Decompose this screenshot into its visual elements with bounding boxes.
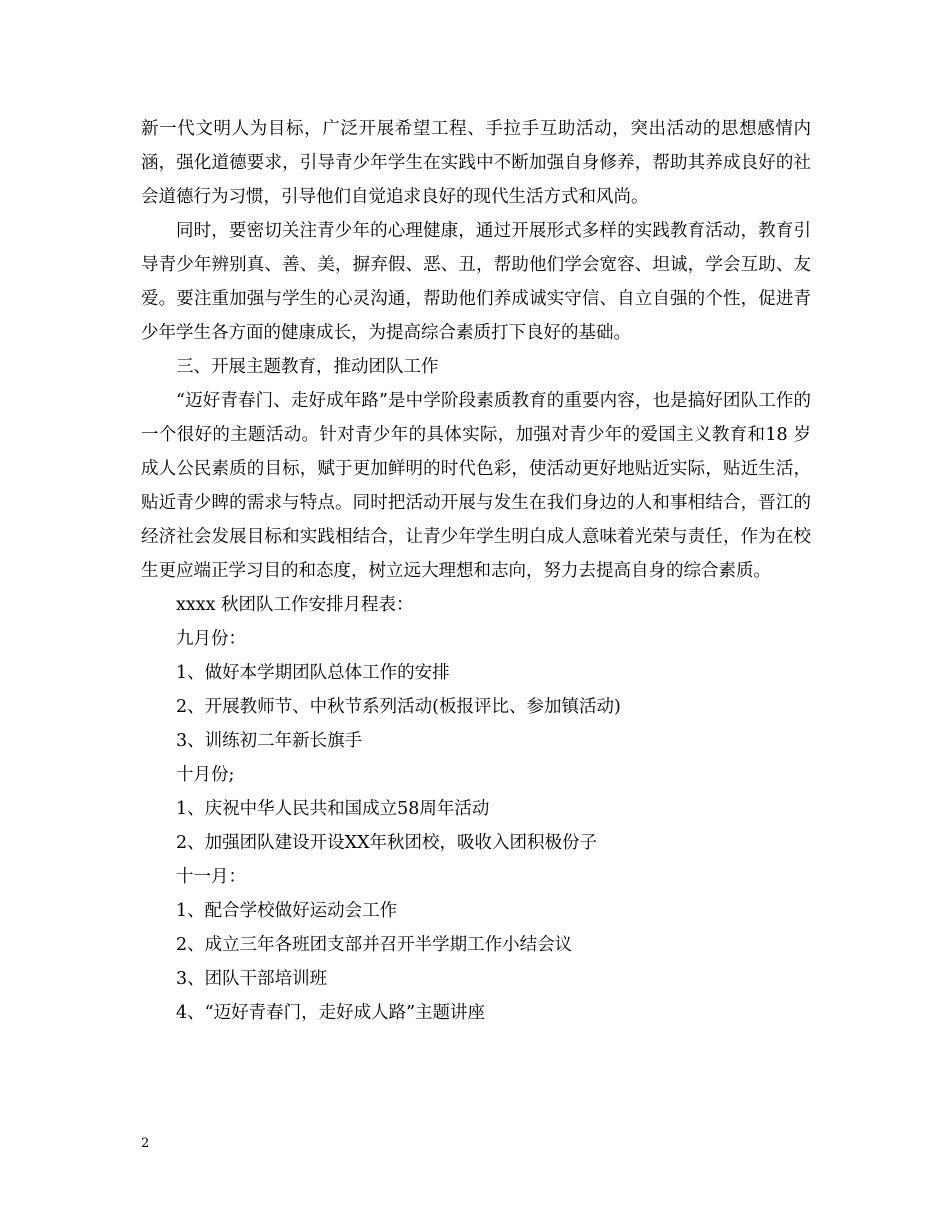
schedule-title: xxxx 秋团队工作安排月程表： (176, 595, 414, 615)
list-item: 1、做好本学期团队总体工作的安排 (176, 663, 450, 683)
list-item: 3、训练初二年新长旗手 (176, 731, 363, 751)
paragraph-4: “迈好青春门、走好成年路”是中学阶段素质教育的重要内容，也是搞好团队工作的一个很好的主题活动。针对青少年的具体实际，加强对青少年的爱国主义教育和18 岁成人公民素质的目标，赋于更加鲜明的时代色彩，使活动更好地贴近实际，贴近生活，贴近青少睥的需求与特点。同时把活动开展与发生在我们身边的人和事相结合，晋江的经济社会发展目标和实践相结合，让青少年学生明白成人意味着光荣与责任，作为在校生更应端正学习目的和态度，树立远大理想和志向，努力去提高自身的综合素质。 (141, 391, 811, 581)
page-number: 2 (141, 1136, 150, 1151)
document-body (141, 112, 811, 1030)
month-november: 十一月： (176, 867, 246, 887)
month-september: 九月份： (176, 629, 246, 649)
paragraph-2: 同时，要密切关注青少年的心理健康，通过开展形式多样的实践教育活动，教育引导青少年辨别真、善、美，摒弃假、恶、丑，帮助他们学会宽容、坦诚，学会互助、友爱。要注重加强与学生的心灵沟通，帮助他们养成诚实守信、自立自强的个性，促进青少年学生各方面的健康成长，为提高综合素质打下良好的基础。 (141, 221, 811, 343)
list-item: 2、加强团队建设开设XX年秋团校，吸收入团积极份子 (176, 833, 598, 853)
month-october: 十月份; (176, 765, 235, 785)
list-item: 4、“迈好青春门，走好成人路”主题讲座 (176, 1003, 486, 1023)
list-item: 1、配合学校做好运动会工作 (176, 901, 398, 921)
list-item: 2、开展教师节、中秋节系列活动(板报评比、参加镇活动) (176, 697, 621, 717)
section-heading-3: 三、开展主题教育，推动团队工作 (176, 357, 439, 377)
list-item: 3、团队干部培训班 (176, 969, 328, 989)
list-item: 1、庆祝中华人民共和国成立58周年活动 (176, 799, 490, 819)
list-item: 2、成立三年各班团支部并召开半学期工作小结会议 (176, 935, 573, 955)
paragraph-1: 新一代文明人为目标，广泛开展希望工程、手拉手互助活动，突出活动的思想感情内涵，强化道德要求，引导青少年学生在实践中不断加强自身修养，帮助其养成良好的社会道德行为习惯，引导他们自觉追求良好的现代生活方式和风尚。 (141, 119, 811, 207)
